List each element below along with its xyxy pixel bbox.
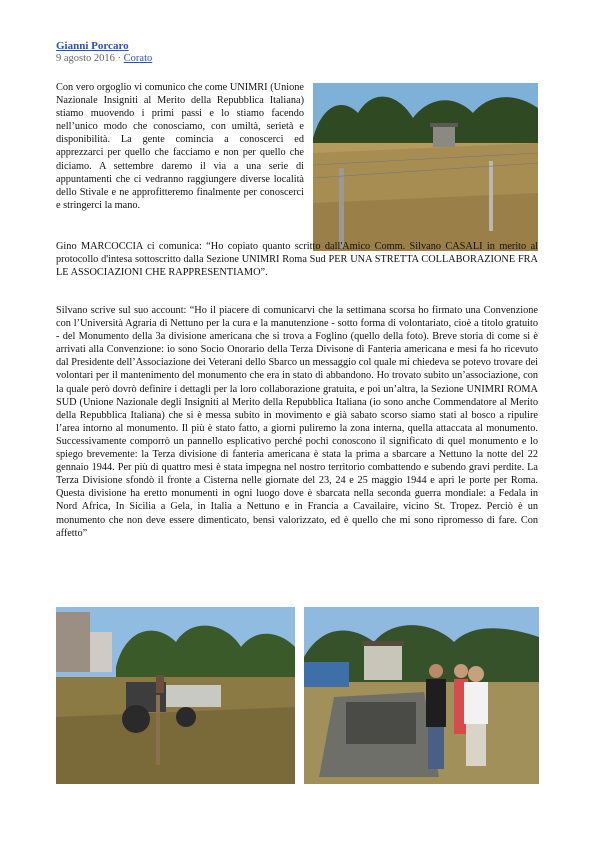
paragraph-intro: Con vero orgoglio vi comunico che come UNIMRI (Unione Nazionale Insigniti al Merito della Repubblica Italiana) stiamo muovendo i primi passi e lo stiamo facendo nell’unico modo che conosciamo, con umiltà, serietà e disponibilità. La gente comincia a conoscerci ed apprezzarci per quello che facciamo e non per quello che diciamo. A settembre daremo il via a una serie di appuntamenti che ci vedranno raggiungere diverse località dello Stivale e ne approfitteremo finalmente per conoscerci e stringerci la mano. xyxy=(56,82,304,211)
tractor-photo xyxy=(56,607,295,784)
monument-visitors-photo xyxy=(304,607,539,784)
post-meta xyxy=(56,53,152,64)
meta-separator: · xyxy=(114,53,124,64)
author-link[interactable]: Gianni Porcaro xyxy=(56,40,129,52)
location-link[interactable]: Corato xyxy=(123,53,153,64)
monument-meadow-photo xyxy=(313,83,538,251)
post-date: 9 agosto 2016 xyxy=(56,53,115,64)
paragraph-silvano: Silvano scrive sul suo account: “Ho il piacere di comunicarvi che la settimana scorsa ho firmato una Convenzione con l’Università Agraria di Nettuno per la cura e la manutenzione - sotto forma di volontariato, cioè a titolo gratuito - del Monumento della 3a divisione americana che si trova a Foglino (quello della foto). Breve storia di come si è arrivati alla Convenzione: io sono Socio Onorario della Terza Divisone di Fanteria americana e mesi fa ho ricevuto dal Presidente dell’Associazione dei Veterani dello Sbarco un messaggio col quale mi chiedeva se potevo trovare dei volontari per il mantenimento del monumento che era in stato di abbandono. Ho trovato subito un’associazione, con la quale però dovrò definire i dettagli per la loro collaborazione gratuita, e poi un’altra, la Sezione UNIMRI ROMA SUD (Unione Nazionale degli Insigniti al Merito della Repubblica Italiana (io sono anche Commendatore al Merito della Repubblica Italiana) che si è messa subito in movimento e già sabato scorso siamo stati al bosco a ripulire l’area intorno al monumento. Il più è stato fatto, a giorni puliremo la zona interna, quella attaccata al monumento. Successivamente comporrò un pannello esplicativo perché pochi conoscono il significato di quel monumento e lo spiego brevemente: la Terza divisione di fanteria americana è stata la prima a sbarcare a Nettuno la notte del 22 gennaio 1944. Per più di quattro mesi è stata impegna nel nostro territorio combattendo e subendo gravi perdite. La Terza Divisione sfondò il fronte a Cisterna nelle giornate del 23, 24 e 25 maggio 1944 e aprì le porte per Roma. Questa divisione ha eretto monumenti in ogni luogo dove è sbarcata nella seconda guerra mondiale: a Fedala in Nord Africa, In Sicilia a Gela, in Italia a Nettuno e in Francia a Cavailaire, vicino St. Tropez. Perciò è un monumento che non deve essere dimenticato, bensì valorizzato, ed è quello che mi sono ripromesso di fare. Con affetto” xyxy=(56,305,538,539)
paragraph-marcoccia: Gino MARCOCCIA ci comunica: “Ho copiato quanto scritto dall'Amico Comm. Silvano CASALI in merito al protocollo d'intesa sottoscritto dalla Sezione UNIMRI Roma Sud PER UNA STRETTA COLLABORAZIONE FRA LE ASSOCIAZIONI CHE RAPPRESENTIAMO”. xyxy=(56,241,538,279)
